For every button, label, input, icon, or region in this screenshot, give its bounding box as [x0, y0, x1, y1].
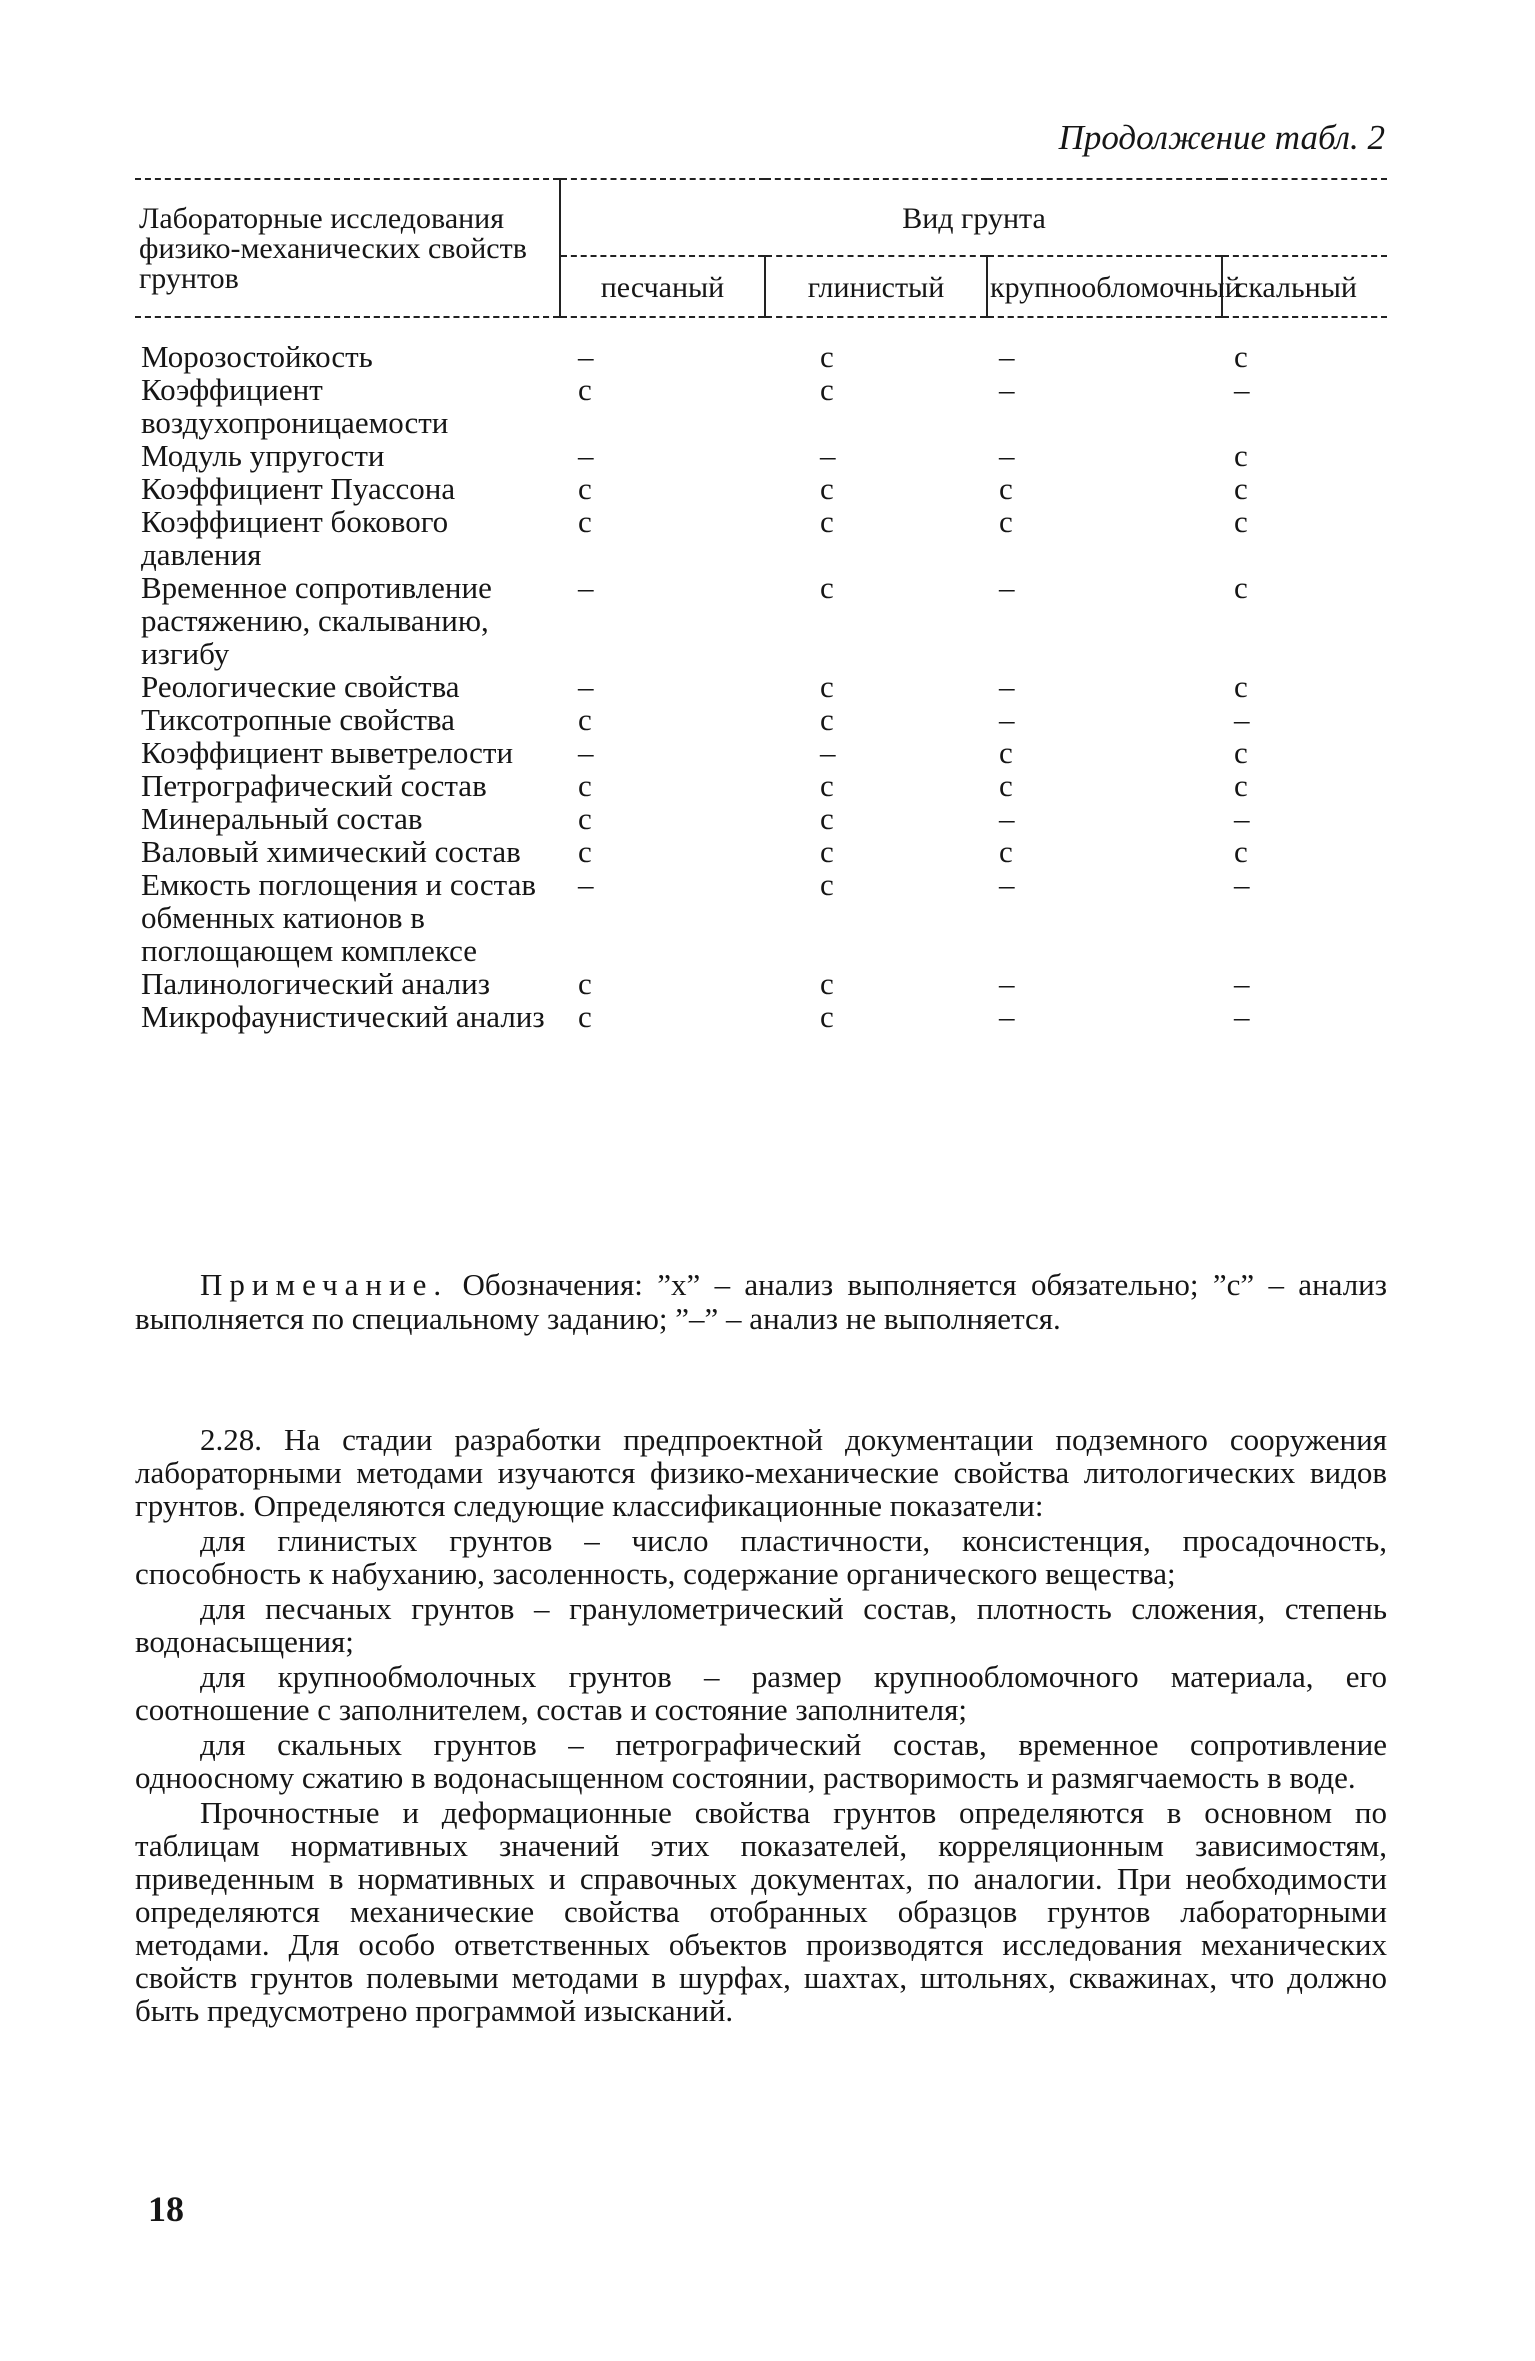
row-property-name: Емкость поглощения и состав обменных катионов в поглощающем комплексе: [141, 867, 536, 968]
row-value-cell: –: [999, 702, 1015, 737]
row-value-cell: с: [999, 504, 1013, 539]
row-value-cell: с: [578, 471, 592, 506]
row-property-name: Палинологический анализ: [141, 966, 490, 1001]
row-property-name: Коэффициент воздухопроницаемости: [141, 372, 449, 440]
row-value-cell: –: [999, 438, 1015, 473]
row-value-cell: –: [578, 570, 594, 605]
row-value-cell: с: [820, 504, 834, 539]
table-row: [135, 967, 1387, 1000]
row-value-cell: –: [999, 570, 1015, 605]
row-property-name: Тиксотропные свойства: [141, 702, 455, 737]
paragraph-2-28: 2.28. На стадии разработки предпроектной документации подземного сооружения лабораторными методами изучаются физико-механические свойства литологических видов грунтов. Определяются следующие классификационные показатели:: [135, 1422, 1387, 1523]
table-row: [135, 317, 1387, 373]
row-value-cell: с: [999, 834, 1013, 869]
row-value-cell: с: [1234, 735, 1248, 770]
row-property-name: Микрофаунистический анализ: [141, 999, 545, 1034]
row-value-cell: –: [578, 438, 594, 473]
note-label: Примечание.: [200, 1267, 449, 1302]
row-value-cell: с: [578, 768, 592, 803]
row-value-cell: с: [999, 768, 1013, 803]
row-property-name: Минеральный состав: [141, 801, 423, 836]
table-row: [135, 505, 1387, 571]
table-row: [135, 670, 1387, 703]
row-value-cell: –: [578, 867, 594, 902]
row-property-name: Петрографический состав: [141, 768, 487, 803]
soil-tests-table: [135, 178, 1387, 1033]
paragraph-coarse-soils: для крупнообмолочных грунтов – размер крупнообломочного материала, его соотношение с заполнителем, состав и состояние заполнителя;: [135, 1659, 1387, 1727]
header-column-clay: глинистый: [765, 256, 987, 317]
row-value-cell: –: [1234, 966, 1250, 1001]
paragraph-rock-soils: для скальных грунтов – петрографический состав, временное сопротивление одноосному сжатию в водонасыщенном состоянии, растворимость и размягчаемость в воде.: [135, 1727, 1387, 1795]
row-value-cell: с: [1234, 570, 1248, 605]
row-value-cell: –: [1234, 372, 1250, 407]
table-row: [135, 769, 1387, 802]
table: [135, 178, 1387, 1033]
paragraph-sandy-soils: для песчаных грунтов – гранулометрический состав, плотность сложения, степень водонасыщения;: [135, 1591, 1387, 1659]
row-value-cell: –: [999, 372, 1015, 407]
row-value-cell: с: [999, 471, 1013, 506]
header-property-column: Лабораторные исследования физико-механических свойств грунтов: [135, 179, 560, 317]
row-value-cell: с: [820, 339, 834, 374]
row-value-cell: –: [578, 735, 594, 770]
table-row: [135, 736, 1387, 769]
row-value-cell: с: [1234, 471, 1248, 506]
table-row: [135, 472, 1387, 505]
row-value-cell: с: [999, 735, 1013, 770]
row-value-cell: с: [820, 669, 834, 704]
table-note: [135, 1268, 1387, 1336]
row-value-cell: с: [820, 471, 834, 506]
row-value-cell: с: [820, 702, 834, 737]
row-value-cell: –: [820, 438, 836, 473]
row-value-cell: с: [820, 372, 834, 407]
row-property-name: Валовый химический состав: [141, 834, 521, 869]
row-value-cell: с: [1234, 768, 1248, 803]
table-header: [135, 179, 1387, 317]
row-value-cell: с: [820, 867, 834, 902]
row-value-cell: с: [820, 834, 834, 869]
row-value-cell: с: [820, 768, 834, 803]
row-value-cell: –: [578, 669, 594, 704]
row-value-cell: –: [820, 735, 836, 770]
body-text: [135, 1423, 1387, 2029]
row-value-cell: с: [1234, 339, 1248, 374]
table-row: [135, 868, 1387, 967]
row-value-cell: –: [999, 801, 1015, 836]
row-property-name: Коэффициент выветрелости: [141, 735, 514, 770]
table-row: [135, 703, 1387, 736]
row-value-cell: –: [1234, 801, 1250, 836]
row-value-cell: с: [578, 702, 592, 737]
paragraph-clay-soils: для глинистых грунтов – число пластичности, консистенция, просадочность, способность к набуханию, засоленность, содержание органического вещества;: [135, 1523, 1387, 1591]
row-value-cell: с: [1234, 438, 1248, 473]
row-value-cell: с: [578, 504, 592, 539]
table-continuation-label: Продолжение табл. 2: [1058, 118, 1385, 157]
row-property-name: Коэффициент бокового давления: [141, 504, 449, 572]
row-value-cell: –: [999, 999, 1015, 1034]
row-value-cell: с: [578, 834, 592, 869]
table-row: [135, 439, 1387, 472]
header-column-sandy: песчаный: [560, 256, 765, 317]
row-value-cell: –: [999, 966, 1015, 1001]
table-row: [135, 1000, 1387, 1033]
header-column-coarse: крупнообломочный: [987, 256, 1222, 317]
table-row: [135, 571, 1387, 670]
row-value-cell: с: [1234, 669, 1248, 704]
row-property-name: Временное сопротивление растяжению, скалыванию, изгибу: [141, 570, 492, 671]
row-value-cell: с: [578, 801, 592, 836]
row-value-cell: –: [999, 339, 1015, 374]
header-soil-type-group: Вид грунта: [560, 179, 1387, 256]
row-property-name: Реологические свойства: [141, 669, 460, 704]
table-row: [135, 802, 1387, 835]
row-value-cell: –: [999, 867, 1015, 902]
row-value-cell: –: [1234, 867, 1250, 902]
table-row: [135, 835, 1387, 868]
row-value-cell: с: [820, 966, 834, 1001]
row-property-name: Морозостойкость: [141, 339, 373, 374]
row-value-cell: с: [578, 999, 592, 1034]
row-value-cell: с: [578, 966, 592, 1001]
paragraph-strength-properties: Прочностные и деформационные свойства грунтов определяются в основном по таблицам нормативных значений этих показателей, корреляционным зависимостям, приведенным в нормативных и справочных документах, по аналогии. При необходимости определяются механические свойства отобранных образцов грунтов лабораторными методами. Для особо ответственных объектов производятся исследования механических свойств грунтов полевыми методами в шурфах, шахтах, штольнях, скважинах, что должно быть предусмотрено программой изысканий.: [135, 1795, 1387, 2028]
page-number: 18: [148, 2189, 184, 2229]
row-value-cell: с: [820, 801, 834, 836]
row-value-cell: с: [820, 570, 834, 605]
row-value-cell: –: [999, 669, 1015, 704]
row-value-cell: –: [1234, 999, 1250, 1034]
table-row: [135, 373, 1387, 439]
row-value-cell: с: [1234, 834, 1248, 869]
row-value-cell: –: [1234, 702, 1250, 737]
table-body: [135, 317, 1387, 1033]
header-column-rock: скальный: [1222, 256, 1387, 317]
row-value-cell: с: [820, 999, 834, 1034]
row-value-cell: –: [578, 339, 594, 374]
row-property-name: Модуль упругости: [141, 438, 385, 473]
row-value-cell: с: [578, 372, 592, 407]
row-property-name: Коэффициент Пуассона: [141, 471, 456, 506]
note-text: Обозначения: ”x” – анализ выполняется обязательно; ”c” – анализ выполняется по специальному заданию; ”–” – анализ не выполняется.: [135, 1267, 1387, 1336]
row-value-cell: с: [1234, 504, 1248, 539]
